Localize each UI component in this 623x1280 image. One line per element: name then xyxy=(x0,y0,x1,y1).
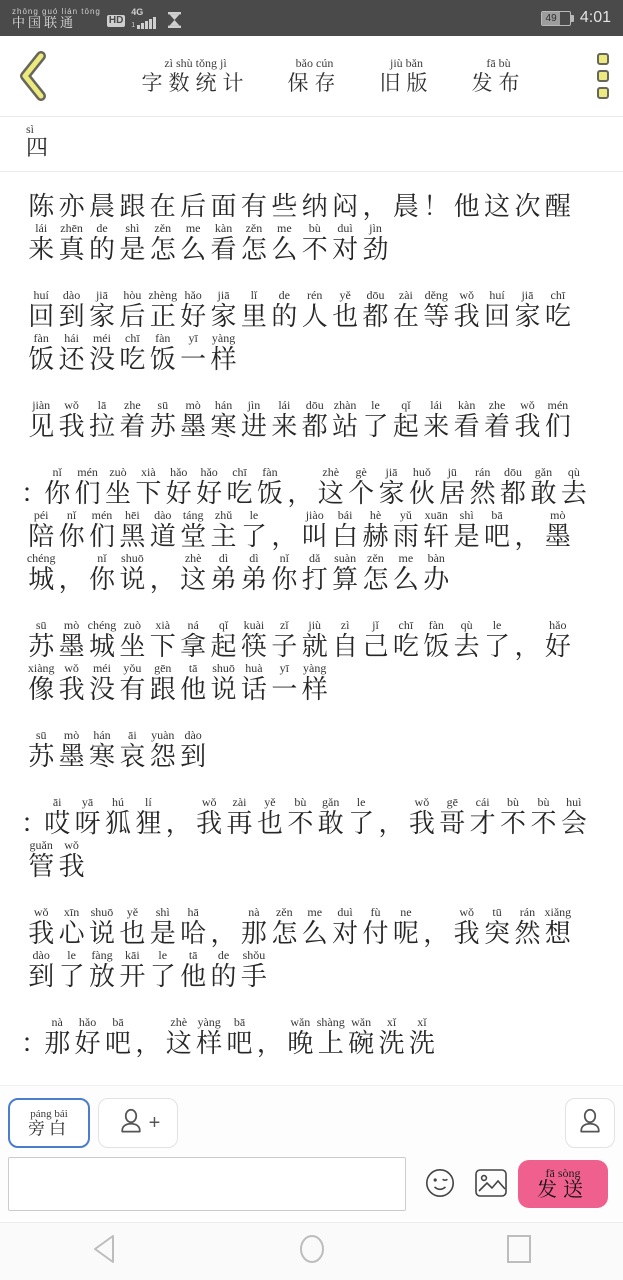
paragraph xyxy=(21,795,597,881)
char-token: mén 们 xyxy=(544,398,571,441)
char-token: 亦 xyxy=(58,192,85,221)
char-token: hǎo 好 xyxy=(180,288,207,331)
char-token: hòu 后 xyxy=(119,288,146,331)
char-token: yǔ 雨 xyxy=(392,508,419,551)
nav-home-button[interactable] xyxy=(296,1231,328,1272)
char-token: gē 哥 xyxy=(439,795,466,838)
char-token: zěn 怎 xyxy=(149,221,176,264)
char-token: péi 陪 xyxy=(28,508,55,551)
char-token: chī 吃 xyxy=(544,288,571,331)
char-token: suàn 算 xyxy=(332,551,359,594)
char-token: zuò 坐 xyxy=(104,465,131,508)
char-token: kāi 开 xyxy=(119,948,146,991)
char-token: nǐ 你 xyxy=(271,551,298,594)
char-token: 在 xyxy=(149,192,176,221)
word-count-button[interactable]: zì shù tǒng jì 字数统计 xyxy=(141,56,250,95)
char-token: rán 然 xyxy=(469,465,496,508)
char-token: bā 吧 xyxy=(226,1015,253,1058)
char-token: me 么 xyxy=(271,221,298,264)
char-token: wǎn 晚 xyxy=(287,1015,314,1058)
char-token: 些 xyxy=(271,192,298,221)
char-token: le 了 xyxy=(149,948,176,991)
char-token: hán 寒 xyxy=(210,398,237,441)
char-token: wǒ 我 xyxy=(28,905,55,948)
char-token: huì 会 xyxy=(560,795,587,838)
message-input[interactable] xyxy=(8,1157,406,1211)
text-line xyxy=(26,948,597,991)
char-token: zhe 着 xyxy=(119,398,146,441)
char-token: mén 们 xyxy=(74,465,101,508)
char-token: huí 回 xyxy=(28,288,55,331)
char-token: qù 去 xyxy=(453,618,480,661)
char-token: ： xyxy=(21,1029,48,1058)
char-token: bàn 办 xyxy=(423,551,450,594)
char-token: shuō 说 xyxy=(210,661,237,704)
char-token: ： xyxy=(21,479,48,508)
char-token: ， xyxy=(256,1029,283,1058)
char-token: yàng 样 xyxy=(301,661,328,704)
char-token: le 了 xyxy=(348,795,375,838)
char-token: nǐ 你 xyxy=(88,551,115,594)
char-token: hú 狐 xyxy=(104,795,131,838)
smiley-wink-icon xyxy=(424,1167,456,1202)
char-token: gè 个 xyxy=(348,465,375,508)
char-token: 陈 xyxy=(28,192,55,221)
char-token: chī 吃 xyxy=(119,331,146,374)
paragraph xyxy=(26,288,597,374)
char-token: jiā 家 xyxy=(88,288,115,331)
char-token: dōu 都 xyxy=(362,288,389,331)
char-token: ， xyxy=(58,565,85,594)
char-token: ， xyxy=(514,522,541,551)
char-token: wǒ 我 xyxy=(58,838,85,881)
text-line xyxy=(26,221,597,264)
status-bar xyxy=(0,0,623,36)
char-token: zì 自 xyxy=(332,618,359,661)
chapter-header xyxy=(0,117,623,172)
char-token: ， xyxy=(423,919,450,948)
char-token: le 了 xyxy=(58,948,85,991)
text-line xyxy=(26,551,597,594)
char-token: zěn 怎 xyxy=(362,551,389,594)
char-token: kàn 看 xyxy=(210,221,237,264)
composer xyxy=(0,1085,623,1222)
char-token: jiù 就 xyxy=(301,618,328,661)
hd-badge: HD xyxy=(108,14,124,26)
char-token: lā 拉 xyxy=(88,398,115,441)
char-token: me 么 xyxy=(392,551,419,594)
nav-back-button[interactable] xyxy=(91,1232,117,1271)
char-token: lǐ 里 xyxy=(240,288,267,331)
char-token: jiàn 见 xyxy=(28,398,55,441)
char-token: chī 吃 xyxy=(226,465,253,508)
char-token: shì 是 xyxy=(453,508,480,551)
char-token: jiā 家 xyxy=(514,288,541,331)
char-token: dào 到 xyxy=(180,728,207,771)
nav-recents-button[interactable] xyxy=(504,1232,534,1271)
text-line xyxy=(21,1015,597,1058)
char-token: shǒu 手 xyxy=(240,948,267,991)
char-token: ！ xyxy=(423,192,450,221)
text-line xyxy=(21,465,597,508)
send-button[interactable]: fā sòng 发送 xyxy=(518,1160,608,1208)
char-token: hè 赫 xyxy=(362,508,389,551)
char-token: lí 狸 xyxy=(135,795,162,838)
char-token: xià 下 xyxy=(149,618,176,661)
char-token: zhǔ 主 xyxy=(210,508,237,551)
char-token: qǐ 起 xyxy=(210,618,237,661)
paragraph xyxy=(26,905,597,991)
char-token: yàng 样 xyxy=(210,331,237,374)
char-token: lái 来 xyxy=(28,221,55,264)
char-token: zhè 这 xyxy=(165,1015,192,1058)
char-token: ， xyxy=(210,919,237,948)
char-token: nà 那 xyxy=(240,905,267,948)
plus-icon: + xyxy=(148,1111,161,1134)
char-token: děng 等 xyxy=(423,288,450,331)
char-token: shuō 说 xyxy=(88,905,115,948)
char-token: wǒ 我 xyxy=(453,288,480,331)
char-token: jìn 劲 xyxy=(362,221,389,264)
emoji-button[interactable] xyxy=(424,1167,456,1202)
paragraph xyxy=(26,618,597,704)
text-line xyxy=(26,661,597,704)
char-token: zhēn 真 xyxy=(58,221,85,264)
char-token: jǐ 己 xyxy=(362,618,389,661)
char-token: sū 苏 xyxy=(149,398,176,441)
char-token: gǎn 敢 xyxy=(530,465,557,508)
paragraph xyxy=(21,1015,597,1058)
char-token: āi 哀 xyxy=(119,728,146,771)
char-token: jiào 叫 xyxy=(301,508,328,551)
battery-icon xyxy=(541,11,574,26)
battery-percent: 49 xyxy=(545,12,557,24)
char-token: fù 付 xyxy=(362,905,389,948)
char-token: guǎn 管 xyxy=(28,838,55,881)
char-token: dào 道 xyxy=(149,508,176,551)
char-token: hā 哈 xyxy=(180,905,207,948)
char-token: bù 不 xyxy=(301,221,328,264)
char-token: qǐ 起 xyxy=(392,398,419,441)
char-token: mò 墨 xyxy=(58,618,85,661)
signal-bars-icon xyxy=(137,17,156,29)
char-token: nǐ 你 xyxy=(58,508,85,551)
char-token: bái 白 xyxy=(332,508,359,551)
char-token: zhè 这 xyxy=(180,551,207,594)
char-token: kuài 筷 xyxy=(240,618,267,661)
char-token: tā 他 xyxy=(180,948,207,991)
char-token: yā 呀 xyxy=(74,795,101,838)
add-character-button[interactable] xyxy=(98,1098,178,1148)
char-token: gǎn 敢 xyxy=(317,795,344,838)
char-token: rén 人 xyxy=(301,288,328,331)
char-token: shì 是 xyxy=(149,905,176,948)
text-line xyxy=(26,905,597,948)
char-token: zài 再 xyxy=(226,795,253,838)
char-token: ： xyxy=(21,809,48,838)
char-token: 纳 xyxy=(301,192,328,221)
char-token: hǎo 好 xyxy=(74,1015,101,1058)
char-token: chī 吃 xyxy=(392,618,419,661)
text-line xyxy=(26,728,597,771)
text-line xyxy=(26,618,597,661)
char-token: kàn 看 xyxy=(453,398,480,441)
paragraph xyxy=(21,465,597,594)
char-token: táng 堂 xyxy=(180,508,207,551)
save-button[interactable]: bǎo cún 保存 xyxy=(287,56,342,95)
char-token: fàn 饭 xyxy=(256,465,283,508)
char-token: nà 那 xyxy=(44,1015,71,1058)
char-token: zěn 怎 xyxy=(271,905,298,948)
char-token: lái 来 xyxy=(271,398,298,441)
back-button[interactable] xyxy=(14,47,54,105)
char-token: xīn 心 xyxy=(58,905,85,948)
char-token: de 的 xyxy=(210,948,237,991)
char-token: ná 拿 xyxy=(180,618,207,661)
char-token: chéng 城 xyxy=(26,551,56,594)
char-token: 闷 xyxy=(332,192,359,221)
char-token: 后 xyxy=(180,192,207,221)
char-token: yě 也 xyxy=(332,288,359,331)
char-token: 跟 xyxy=(119,192,146,221)
network-indicator: 4G 1 xyxy=(131,8,156,29)
char-token: wǎn 碗 xyxy=(348,1015,375,1058)
char-token: yǒu 有 xyxy=(119,661,146,704)
image-button[interactable] xyxy=(474,1168,508,1201)
char-token: wǒ 我 xyxy=(58,661,85,704)
char-token: jiā 家 xyxy=(210,288,237,331)
char-token: wǒ 我 xyxy=(514,398,541,441)
char-token: hán 寒 xyxy=(88,728,115,771)
overflow-menu-icon[interactable] xyxy=(597,53,609,99)
char-token: xià 下 xyxy=(135,465,162,508)
char-token: de 的 xyxy=(271,288,298,331)
char-token: ， xyxy=(271,522,298,551)
char-token: mò 墨 xyxy=(544,508,571,551)
char-token: 晨 xyxy=(392,192,419,221)
char-token: zài 在 xyxy=(392,288,419,331)
char-token: dì 弟 xyxy=(210,551,237,594)
char-token: chéng 城 xyxy=(87,618,117,661)
char-token: hǎo 好 xyxy=(544,618,571,661)
char-token: ， xyxy=(362,192,389,221)
char-token: tā 他 xyxy=(180,661,207,704)
carrier-name: zhōng guó lián tōng 中国联通 xyxy=(12,6,101,30)
char-token: zǐ 子 xyxy=(271,618,298,661)
char-token: sū 苏 xyxy=(28,618,55,661)
paragraph xyxy=(26,178,597,264)
char-token: xuān 轩 xyxy=(423,508,450,551)
char-token: le 了 xyxy=(484,618,511,661)
back-chevron-icon xyxy=(14,47,52,105)
char-token: tū 突 xyxy=(484,905,511,948)
char-token: nǐ 你 xyxy=(44,465,71,508)
char-token: bā 吧 xyxy=(484,508,511,551)
char-token: dì 弟 xyxy=(240,551,267,594)
char-token: hái 还 xyxy=(58,331,85,374)
text-line xyxy=(26,838,597,881)
paragraphs xyxy=(21,178,597,1058)
char-token: zhe 着 xyxy=(484,398,511,441)
char-token: yě 也 xyxy=(256,795,283,838)
char-token: duì 对 xyxy=(332,221,359,264)
carrier-pinyin: zhōng guó lián tōng xyxy=(12,6,101,16)
person-icon xyxy=(116,1106,146,1141)
paragraph xyxy=(26,728,597,771)
char-token: dǎ 打 xyxy=(301,551,328,594)
char-token: 醒 xyxy=(544,192,571,221)
character-button[interactable] xyxy=(565,1098,615,1148)
char-token: me 么 xyxy=(301,905,328,948)
char-token: ， xyxy=(287,479,314,508)
char-token: yī 一 xyxy=(180,331,207,374)
text-line xyxy=(26,331,597,374)
char-token: ， xyxy=(135,1029,162,1058)
char-token: de 的 xyxy=(88,221,115,264)
char-token: yàng 样 xyxy=(196,1015,223,1058)
char-token: méi 没 xyxy=(88,331,115,374)
text-line xyxy=(26,178,597,221)
char-token: yī 一 xyxy=(271,661,298,704)
char-token: xiǎng 想 xyxy=(544,905,572,948)
char-token: yě 也 xyxy=(119,905,146,948)
char-token: méi 没 xyxy=(88,661,115,704)
char-token: shàng 上 xyxy=(316,1015,345,1058)
char-token: zhèng 正 xyxy=(148,288,178,331)
publish-button[interactable]: fā bù 发布 xyxy=(471,56,526,95)
text-line xyxy=(26,508,597,551)
story-content[interactable] xyxy=(0,172,623,1085)
char-token: zhè 这 xyxy=(317,465,344,508)
picture-icon xyxy=(474,1168,508,1201)
narration-button[interactable]: páng bái 旁白 xyxy=(8,1098,90,1148)
char-token: xǐ 洗 xyxy=(378,1015,405,1058)
chapter-title: 四 xyxy=(26,135,49,161)
char-token: yuàn 怨 xyxy=(149,728,176,771)
char-token: 晨 xyxy=(88,192,115,221)
char-token: sū 苏 xyxy=(28,728,55,771)
char-token: hǎo 好 xyxy=(165,465,192,508)
char-token: jū 居 xyxy=(439,465,466,508)
char-token: mò 墨 xyxy=(58,728,85,771)
char-token: huà 话 xyxy=(240,661,267,704)
char-token: gēn 跟 xyxy=(149,661,176,704)
char-token: fàn 饭 xyxy=(423,618,450,661)
android-nav-bar xyxy=(0,1222,623,1280)
char-token: bù 不 xyxy=(530,795,557,838)
char-token: jiā 家 xyxy=(378,465,405,508)
char-token: zěn 怎 xyxy=(240,221,267,264)
char-token: fàng 放 xyxy=(88,948,115,991)
char-token: shuō 说 xyxy=(119,551,146,594)
old-version-button[interactable]: jiù bǎn 旧版 xyxy=(379,56,434,95)
char-token: duì 对 xyxy=(332,905,359,948)
char-token: 次 xyxy=(514,192,541,221)
char-token: huǒ 伙 xyxy=(408,465,435,508)
char-token: mén 们 xyxy=(88,508,115,551)
char-token: wǒ 我 xyxy=(408,795,435,838)
char-token: hēi 黑 xyxy=(119,508,146,551)
hourglass-icon xyxy=(166,11,183,29)
char-token: bā 吧 xyxy=(104,1015,131,1058)
char-token: mò 墨 xyxy=(180,398,207,441)
char-token: wǒ 我 xyxy=(453,905,480,948)
char-token: zhàn 站 xyxy=(332,398,359,441)
char-token: dōu 都 xyxy=(500,465,527,508)
char-token: qù 去 xyxy=(560,465,587,508)
char-token: shì 是 xyxy=(119,221,146,264)
char-token: me 么 xyxy=(180,221,207,264)
status-time: 4:01 xyxy=(579,9,611,26)
text-line xyxy=(26,398,597,441)
char-token: bù 不 xyxy=(287,795,314,838)
text-line xyxy=(26,288,597,331)
char-token: rán 然 xyxy=(514,905,541,948)
char-token: dào 到 xyxy=(58,288,85,331)
char-token: jìn 进 xyxy=(240,398,267,441)
char-token: le 了 xyxy=(362,398,389,441)
char-token: xǐ 洗 xyxy=(408,1015,435,1058)
text-line xyxy=(21,795,597,838)
chapter-pinyin: sì xyxy=(26,122,35,136)
char-token: ， xyxy=(514,632,541,661)
char-token: le 了 xyxy=(240,508,267,551)
char-token: xiàng 像 xyxy=(27,661,55,704)
char-token: fàn 饭 xyxy=(149,331,176,374)
char-token: zuò 坐 xyxy=(119,618,146,661)
char-token: 这 xyxy=(484,192,511,221)
char-token: āi 哎 xyxy=(44,795,71,838)
char-token: 面 xyxy=(210,192,237,221)
char-token: lái 来 xyxy=(423,398,450,441)
char-token: ， xyxy=(165,809,192,838)
char-token: wǒ 我 xyxy=(58,398,85,441)
char-token: bù 不 xyxy=(500,795,527,838)
char-token: dōu 都 xyxy=(301,398,328,441)
char-token: 有 xyxy=(240,192,267,221)
char-token: dào 到 xyxy=(28,948,55,991)
person-icon xyxy=(575,1106,605,1141)
char-token: hǎo 好 xyxy=(196,465,223,508)
sim-index: 1 xyxy=(131,21,136,29)
char-token: fàn 饭 xyxy=(28,331,55,374)
char-token: huí 回 xyxy=(484,288,511,331)
char-token: ， xyxy=(149,565,176,594)
char-token: 他 xyxy=(453,192,480,221)
char-token: cái 才 xyxy=(469,795,496,838)
toolbar xyxy=(0,36,623,117)
paragraph xyxy=(26,398,597,441)
char-token: ne 呢 xyxy=(392,905,419,948)
char-token: ， xyxy=(378,809,405,838)
char-token: wǒ 我 xyxy=(196,795,223,838)
